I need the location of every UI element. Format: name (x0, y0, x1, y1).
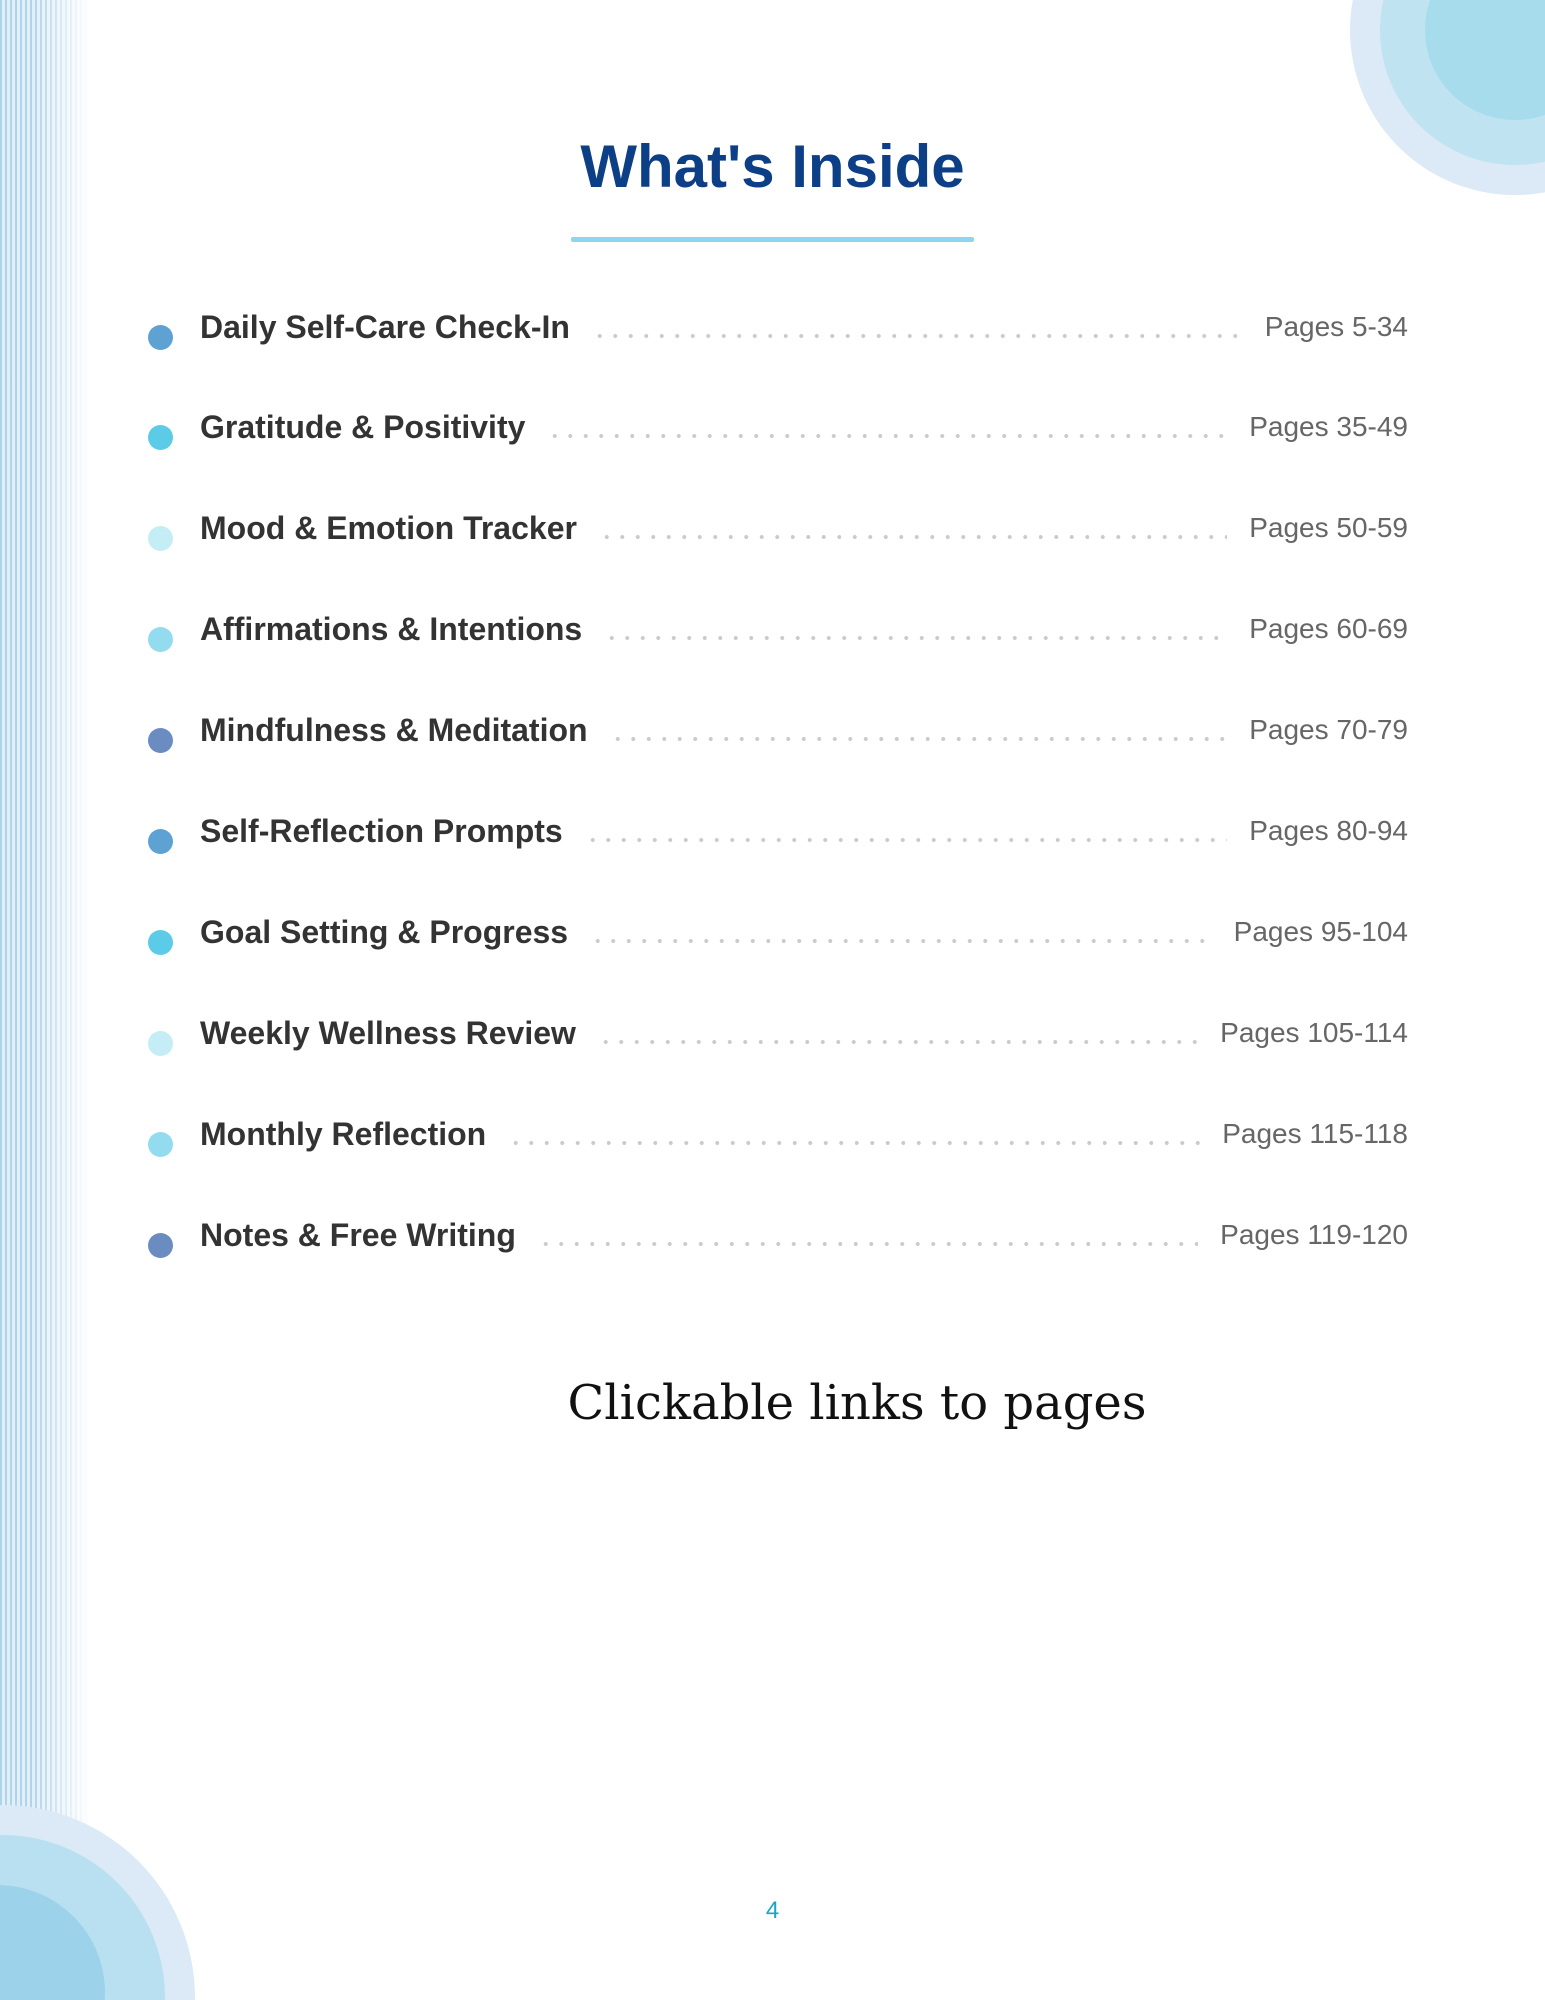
bullet-dot (148, 930, 173, 955)
toc-item[interactable] (148, 602, 1408, 662)
dot-leader (598, 1039, 1198, 1045)
toc-item[interactable] (148, 1006, 1408, 1066)
bullet-dot (148, 325, 173, 350)
bullet-dot (148, 1031, 173, 1056)
bullet-dot (148, 829, 173, 854)
toc-item[interactable] (148, 1208, 1408, 1268)
dot-leader (590, 938, 1212, 944)
bullet-dot (148, 728, 173, 753)
toc-item-pages: Pages 35-49 (1249, 411, 1408, 442)
bullet-dot (148, 526, 173, 551)
toc-item-pages: Pages 60-69 (1249, 613, 1408, 644)
dot-leader (538, 1241, 1198, 1247)
toc-item[interactable] (148, 400, 1408, 460)
toc-item-pages: Pages 95-104 (1233, 916, 1408, 947)
toc-item-label: Notes & Free Writing (200, 1216, 516, 1253)
toc-item-label: Affirmations & Intentions (200, 610, 583, 647)
dot-leader (599, 534, 1227, 540)
page-title: What's Inside (580, 133, 965, 200)
toc-item-pages: Pages 119-120 (1220, 1219, 1408, 1250)
toc-item-label: Self-Reflection Prompts (200, 812, 563, 849)
toc-item-label: Mood & Emotion Tracker (200, 509, 577, 546)
bullet-dot (148, 627, 173, 652)
toc-item-label: Gratitude & Positivity (200, 408, 526, 445)
clickable-links-note: Clickable links to pages (567, 1375, 1147, 1431)
dot-leader (592, 333, 1243, 339)
toc-item-pages: Pages 115-118 (1222, 1118, 1408, 1149)
toc-item-pages: Pages 80-94 (1249, 815, 1408, 846)
left-stripe-decoration (0, 0, 90, 2000)
dot-leader (604, 635, 1227, 641)
page-number: 4 (765, 1897, 780, 1924)
toc-item-label: Weekly Wellness Review (200, 1014, 576, 1051)
toc-item-label: Daily Self-Care Check-In (200, 308, 570, 345)
dot-leader (585, 837, 1227, 843)
dot-leader (610, 736, 1228, 742)
toc-item-pages: Pages 70-79 (1249, 714, 1408, 745)
toc-item[interactable] (148, 501, 1408, 561)
title-underline (571, 237, 974, 242)
toc-item[interactable] (148, 804, 1408, 864)
bullet-dot (148, 1132, 173, 1157)
toc-item-pages: Pages 50-59 (1249, 512, 1408, 543)
toc-item-pages: Pages 105-114 (1220, 1017, 1408, 1048)
toc-item[interactable] (148, 905, 1408, 965)
dot-leader (508, 1140, 1200, 1146)
toc-item-pages: Pages 5-34 (1264, 311, 1408, 342)
toc-item[interactable] (148, 703, 1408, 763)
dot-leader (547, 433, 1227, 439)
bullet-dot (148, 425, 173, 450)
toc-item-label: Monthly Reflection (200, 1115, 487, 1152)
toc-item-label: Mindfulness & Meditation (200, 711, 588, 748)
toc-item[interactable] (148, 1107, 1408, 1167)
toc-item[interactable] (148, 300, 1408, 360)
bullet-dot (148, 1233, 173, 1258)
toc-item-label: Goal Setting & Progress (200, 913, 569, 950)
